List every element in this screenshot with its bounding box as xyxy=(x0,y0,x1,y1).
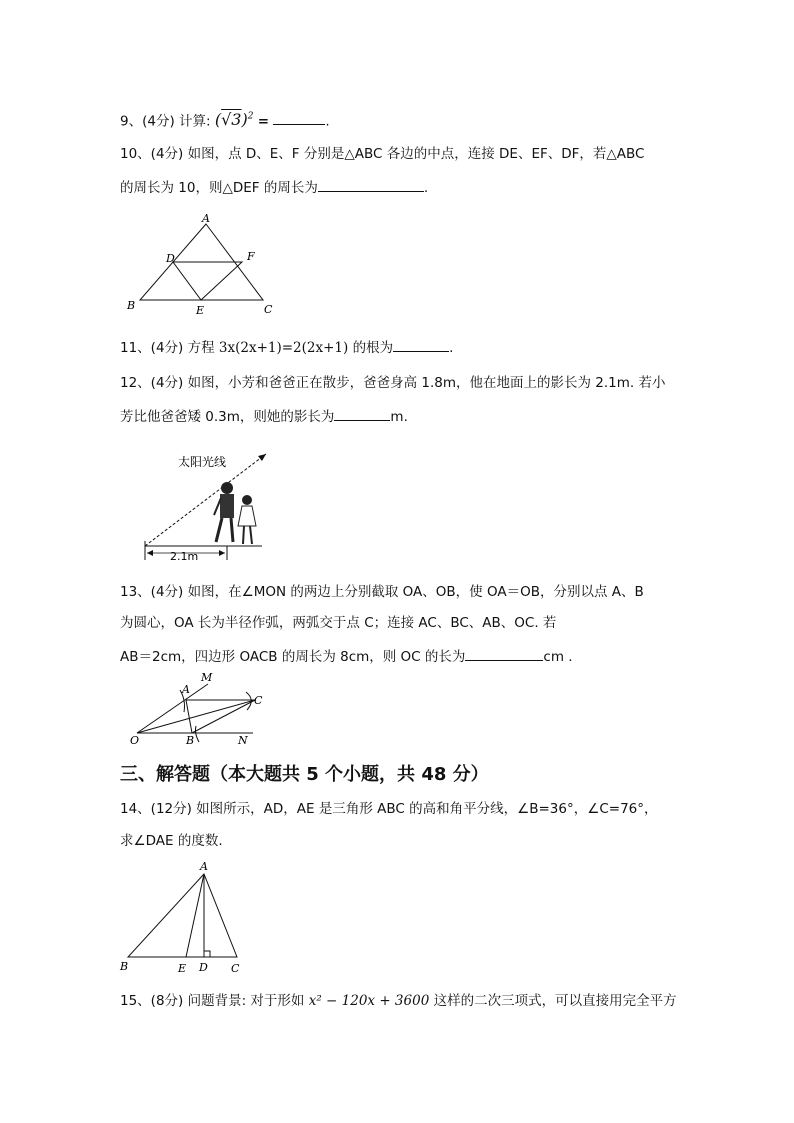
q11-suffix: 的根为 xyxy=(352,340,394,356)
q13-line2: 为圆心，OA 长为半径作弧，两弧交于点 C；连接 AC、BC、AB、OC. 若 xyxy=(120,615,557,631)
q10-label-E: E xyxy=(196,304,205,317)
q15-suffix: 这样的二次三项式，可以直接用完全平方 xyxy=(433,993,677,1009)
q12-line2-text: 芳比他爸爸矮 0.3m，则她的影长为 xyxy=(120,409,335,425)
q11-equation: 3x(2x+1)=2(2x+1) xyxy=(218,340,349,356)
q9-prefix: 9、(4分) 计算: xyxy=(120,113,211,130)
q12-shadow-length-label: 2.1m xyxy=(170,550,199,563)
q11-prefix: 11、(4分) 方程 xyxy=(120,340,215,356)
q10-label-F: F xyxy=(247,250,255,263)
q14-label-A: A xyxy=(200,860,208,873)
q15-expression: x² − 120x + 3600 xyxy=(308,993,430,1009)
q12-line1: 12、(4分) 如图，小芳和爸爸正在散步，爸爸身高 1.8m，他在地面上的影长为 2.1m. 若小 xyxy=(120,375,666,391)
q10-label-D: D xyxy=(166,252,175,265)
q12-sunlight-label: 太阳光线 xyxy=(178,455,227,469)
q14-line2: 求∠DAE 的度数. xyxy=(120,833,223,849)
q14-line1: 14、(12分) 如图所示，AD，AE 是三角形 ABC 的高和角平分线，∠B=36°，∠C=76°， xyxy=(120,801,658,817)
q14-label-B: B xyxy=(120,960,129,973)
q13-label-O: O xyxy=(130,734,140,747)
q13-end: cm . xyxy=(543,649,573,665)
q15-prefix: 15、(8分) 问题背景: 对于形如 xyxy=(120,993,305,1009)
q11-end: . xyxy=(449,340,454,356)
q12-end: m. xyxy=(390,409,408,425)
q13-label-A: A xyxy=(182,683,190,696)
q13-label-C: C xyxy=(254,694,263,707)
q10-label-B: B xyxy=(127,299,136,312)
q10-label-C: C xyxy=(264,303,273,316)
q13-label-M: M xyxy=(201,671,213,684)
q10-line2-text: 的周长为 10，则△DEF 的周长为 xyxy=(120,180,318,196)
q14-label-E: E xyxy=(178,962,187,975)
q9-end: . xyxy=(325,113,330,130)
q13-line1: 13、(4分) 如图，在∠MON 的两边上分别截取 OA、OB，使 OA＝OB，分别以点 A、B xyxy=(120,584,644,600)
q13-label-N: N xyxy=(238,734,248,747)
q14-label-D: D xyxy=(199,961,208,974)
q13-line3-text: AB＝2cm，四边形 OACB 的周长为 8cm，则 OC 的长为 xyxy=(120,649,466,665)
q10-line1: 10、(4分) 如图，点 D、E、F 分别是△ABC 各边的中点，连接 DE、EF、DF，若△ABC xyxy=(120,146,645,162)
section-3-heading: 三、解答题（本大题共 5 个小题，共 48 分） xyxy=(120,764,489,785)
q14-label-C: C xyxy=(231,962,240,975)
q10-end: . xyxy=(423,180,429,196)
q9-equals: = xyxy=(257,113,270,130)
q13-label-B: B xyxy=(186,734,195,747)
q10-label-A: A xyxy=(202,212,210,225)
q9-expression: $(√3)^2$ xyxy=(214,110,254,130)
question-15 xyxy=(120,992,677,1010)
